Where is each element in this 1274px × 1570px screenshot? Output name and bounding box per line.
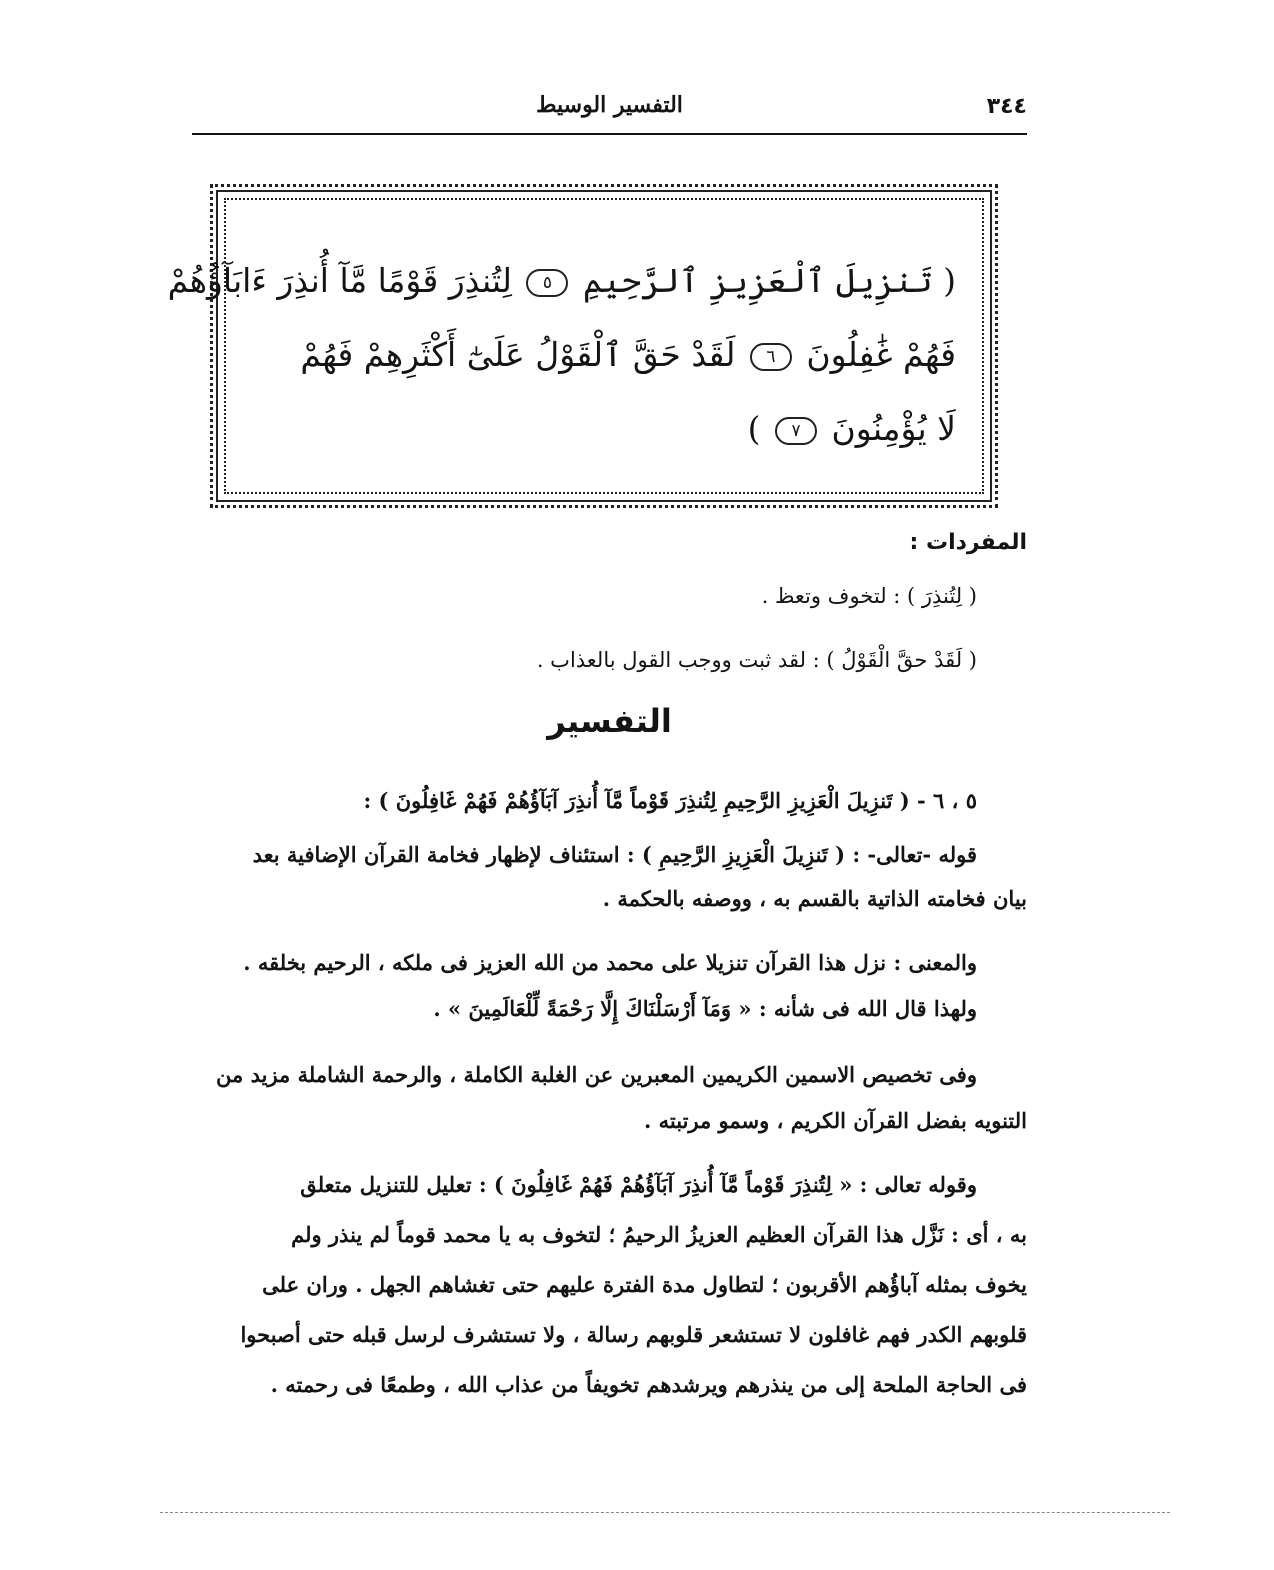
verse-text [167,244,956,466]
tafsir-line: يخوف بمثله آباؤُهم الأقربون ؛ لتطاول مدة الفترة عليهم حتى تغشاهم الجهل . وران على [262,1272,1027,1297]
verse-segment: لِتُنذِرَ قَوْمًا مَّآ أُنذِرَ ءَابَآؤُهُمْ [167,261,512,300]
verse-line [167,244,956,318]
tafsir-line: ٥ ، ٦ - ( تَنزِيلَ الْعَزِيزِ الرَّحِيمِ لِتُنذِرَ قَوْماً مَّآ أُنذِرَ آبَآؤُهُمْ فَهُمْ غَافِلُونَ ) : [363,788,977,813]
ayah-number-marker: ٧ [775,417,817,445]
tafsir-heading: التفسير [547,702,672,740]
header-rule [192,133,1027,135]
verse-line [252,392,956,466]
tafsir-line: وقوله تعالى : « لِتُنذِرَ قَوْماً مَّآ أُنذِرَ آبَآؤُهُمْ فَهُمْ غَافِلُونَ ) : تعليل للتنزيل متعلق [300,1172,977,1197]
verse-segment: لَقَدْ حَقَّ ٱلْقَوْلُ عَلَىٰٓ أَكْثَرِهِمْ فَهُمْ [300,335,736,374]
tafsir-line: والمعنى : نزل هذا القرآن تنزيلا على محمد من الله العزيز فى ملكه ، الرحيم بخلقه . [243,950,977,975]
tafsir-line: وفى تخصيص الاسمين الكريمين المعبرين عن الغلبة الكاملة ، والرحمة الشاملة مزيد من [216,1062,977,1087]
tafsir-line: قوله -تعالى- : ( تَنزِيلَ الْعَزِيزِ الرَّحِيمِ ) : استئناف لإظهار فخامة القرآن الإضافية بعد [252,842,977,867]
page-number: ٣٤٤ [986,94,1027,119]
running-header [192,90,1027,130]
ayah-number-marker: ٦ [750,343,792,371]
tafsir-line: فى الحاجة الملحة إلى من ينذرهم ويرشدهم تخويفاً من عذاب الله ، وطمعًا فى رحمته . [270,1372,1027,1397]
vocabulary-heading: المفردات : [909,530,1027,555]
vocabulary-item: ( لِتُنذِرَ ) : لتخوف وتعظ . [761,584,977,608]
verse-line [252,318,956,392]
tafsir-line: ولهذا قال الله فى شأنه : « وَمَآ أَرْسَلْنَاكَ إِلَّا رَحْمَةً لِّلْعَالَمِينَ » . [433,996,977,1021]
book-title: التفسير الوسيط [536,92,683,118]
verse-segment: ( تَنزِيلَ ٱلْعَزِيزِ ٱلرَّحِيمِ [582,261,956,300]
vocabulary-item: ( لَقَدْ حقَّ الْقَوْلُ ) : لقد ثبت ووجب القول بالعذاب . [536,648,977,672]
tafsir-line: التنويه بفضل القرآن الكريم ، وسمو مرتبته . [644,1108,1027,1133]
footer-rule [160,1512,1170,1513]
tafsir-line: قلوبهم الكدر فهم غافلون لا تستشعر قلوبهم رسالة ، ولا تستشرف لرسل قبله حتى أصبحوا [240,1322,1027,1347]
verse-frame [167,190,992,502]
ayah-number-marker: ٥ [526,269,568,297]
verse-segment: لَا يُؤْمِنُونَ [831,409,956,448]
verse-segment: ) [747,409,761,448]
tafsir-line: به ، أى : نَزَّل هذا القرآن العظيم العزيزُ الرحيمُ ؛ لتخوف به يا محمد قوماً لم ينذر ولم [291,1222,1027,1247]
tafsir-line: بيان فخامته الذاتية بالقسم به ، ووصفه بالحكمة . [602,886,1027,911]
verse-segment: فَهُمْ غَٰفِلُونَ [806,335,956,374]
